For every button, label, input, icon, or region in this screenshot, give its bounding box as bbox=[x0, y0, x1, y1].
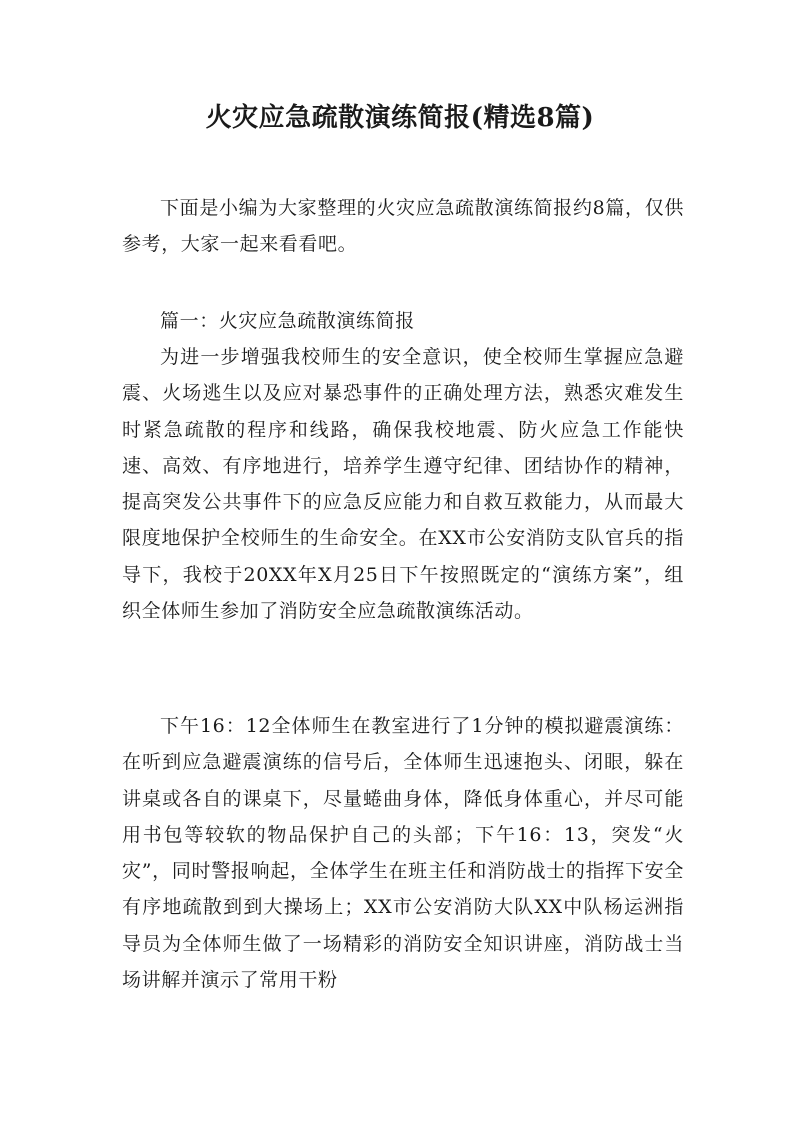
intro-paragraph: 下面是小编为大家整理的火灾应急疏散演练简报约8篇，仅供参考，大家一起来看看吧。 bbox=[122, 197, 684, 256]
section-heading: 篇一：火灾应急疏散演练简报 bbox=[160, 310, 415, 332]
page-title: 火灾应急疏散演练简报(精选8篇) bbox=[205, 103, 595, 133]
body-paragraph-2: 下午16：12全体师生在教室进行了1分钟的模拟避震演练：在听到应急避震演练的信号后，全体师生迅速抱头、闭眼，躲在讲桌或各自的课桌下，尽量蜷曲身体，降低身体重心，并尽可能用书包等较软的物品保护自己的头部；下午16：13，突发“火灾”，同时警报响起，全体学生在班主任和消防战士的指挥下安全有序地疏散到到大操场上；XX市公安消防大队XX中队杨运洲指导员为全体师生做了一场精彩的消防安全知识讲座，消防战士当场讲解并演示了常用干粉 bbox=[122, 715, 684, 992]
body-paragraph-1: 为进一步增强我校师生的安全意识，使全校师生掌握应急避震、火场逃生以及应对暴恐事件的正确处理方法，熟悉灾难发生时紧急疏散的程序和线路，确保我校地震、防火应急工作能快速、高效、有序地进行，培养学生遵守纪律、团结协作的精神，提高突发公共事件下的应急反应能力和自救互救能力，从而最大限度地保护全校师生的生命安全。在XX市公安消防支队官兵的指导下，我校于20XX年X月25日下午按照既定的“演练方案”，组织全体师生参加了消防安全应急疏散演练活动。 bbox=[122, 346, 684, 623]
